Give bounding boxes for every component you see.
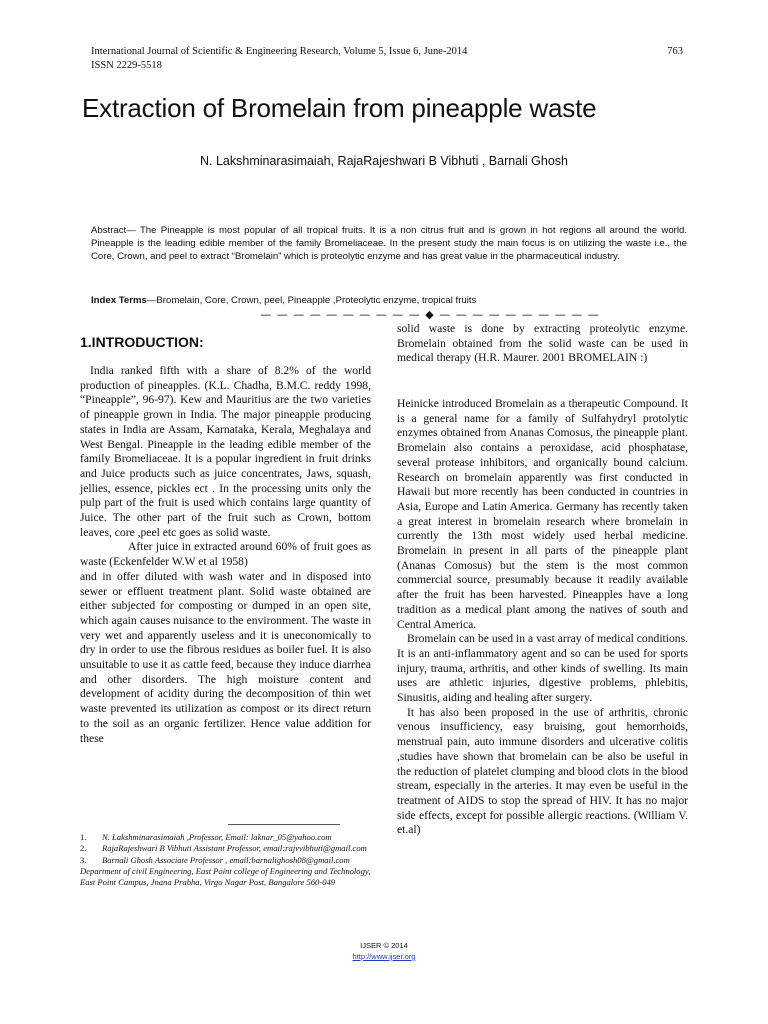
paper-title: Extraction of Bromelain from pineapple waste xyxy=(82,93,597,123)
index-terms-text: —Bromelain, Core, Crown, peel, Pineapple ,Proteolytic enzyme, tropical fruits xyxy=(146,295,477,306)
paragraph: It has also been proposed in the use of arthritis, chronic venous insufficiency, easy bruising, gout hemorrhoids, menstrual pain, auto immune disorders and ulcerative colitis ,studies have shown that bromelain can be also be useful in the reduction of platelet clumping and blood clots in the blood stream, especially in the arteries. It may even be useful in the treatment of AIDS to stop the spread of HIV. It has no major side effects, except for possible allergic reactions. (William V. et.al) xyxy=(397,705,688,837)
footnotes xyxy=(80,832,380,924)
paragraph: After juice in extracted around 60% of fruit goes as waste (Eckenfelder W.W et al 1958) xyxy=(80,540,371,569)
index-terms-label: Index Terms xyxy=(91,295,147,306)
paragraph: India ranked fifth with a share of 8.2% of the world production of pineapples. (K.L. Chadha, B.M.C. reddy 1998, “Pineapple”, 96-97). Kew and Mauritius are the two varieties of pineapple grown in India. The major pineapple producing states in India are Assam, Karnataka, Kerala, Meghalaya and West Bengal. Pineapple in the leading edible member of the family Bromeliaceae. It is a popular ingredient in fruit drinks and Juice products such as juice concentrates, Jaws, squash, jellies, essence, pickles ect . In the processing units only the pulp part of the fruit is used which contains large quantity of Juice. The other part of the fruit such as Crown, bottom leaves, core ,peel etc goes as solid waste. xyxy=(80,364,371,539)
section-heading-introduction: 1.INTRODUCTION: xyxy=(80,334,204,350)
page-number: 763 xyxy=(667,46,683,57)
left-column xyxy=(80,364,371,746)
paragraph: Heinicke introduced Bromelain as a therapeutic Compound. It is a general name for a family of Sulfahydryl protolytic enzymes obtained from Ananas Comosus, the pineapple plant. Bromelain also contains a peroxidase, acid phosphatase, several protease inhibitors, and organically bound calcium. Research on bromelain apparently was first conducted in Hawaii but more recently has been conducted in countries in Asia, Europe and Latin America. Germany has recently taken a great interest in bromelain research where bromelain in currently the 13th most widely used herbal medicine. Bromelain in present in all parts of the pineapple plant (Ananas Comosus) but the stem is the most common commercial source, presumably because it readily available after the fruit has been harvested. Pineapples have a long tradition as a medical plant among the natives of south and Central America. xyxy=(397,397,688,631)
index-terms xyxy=(91,294,687,307)
right-column-top xyxy=(397,322,688,366)
copyright: IJSER © 2014 xyxy=(360,941,408,950)
footnote: 2. RajaRajeshwari B Vibhuti Assistant Professor, email:rajvvibhuti@gmail.com xyxy=(80,843,367,854)
footnote: 1. N. Lakshminarasimaiah ,Professor, Email: laknar_05@yahoo.com xyxy=(80,832,332,842)
issn: ISSN 2229-5518 xyxy=(91,60,162,71)
journal-header: International Journal of Scientific & Engineering Research, Volume 5, Issue 6, June-2014 xyxy=(91,46,468,57)
paragraph: and in offer diluted with wash water and in disposed into sewer or effluent treatment plant. Solid waste obtained are either subjected for composting or dumped in an open site, which again causes nuisance to the environment. The waste in very wet and apparently useless and it is uneconomically to dry in order to use the fibrous residues as boiler fuel. It is also unsuitable to use it as cattle feed, because they induce diarrhea and other disorders. The high moisture content and development of acidity during the decomposition of thin wet waste prevented its utilization as compost or its direct return to the soil as an organic fertilizer. Hence value addition for these xyxy=(80,569,371,745)
paragraph: Bromelain can be used in a vast array of medical conditions. It is an anti-inflammatory agent and so can be used for sports injury, trauma, arthritis, and other kinds of swelling. Its main uses are athletic injuries, digestive problems, phlebitis, Sinusitis, aiding and healing after surgery. xyxy=(397,632,688,705)
authors: N. Lakshminarasimaiah, RajaRajeshwari B Vibhuti , Barnali Ghosh xyxy=(200,154,568,168)
footnote: 3. Barnali Ghosh Associate Professor , email:barnalighosh08@gmail.com xyxy=(80,854,350,865)
section-divider: — — — — — — — — — — ◆ — — — — — — — — — — xyxy=(260,308,600,321)
paragraph: solid waste is done by extracting proteolytic enzyme. Bromelain obtained from the solid waste can be used in medical therapy (H.R. Maurer. 2001 BROMELAIN :) xyxy=(397,322,688,365)
right-column xyxy=(397,397,688,838)
abstract: Abstract— The Pineapple is most popular of all tropical fruits. It is a non citrus fruit and is grown in hot regions all around the world. Pineapple is the leading edible member of the family Bromeliaceae. In the present study the main focus is on utilizing the waste i.e., the Core, Crown, and peel to extract “Bromelain” which is proteolytic enzyme and has great value in the pharmaceutical industry. xyxy=(91,225,687,263)
footnote-affiliation: Department of civil Engineering, East Point college of Engineering and Technology, East Point Campus, Jnana Prabha, Virgo Nagar Post, Bangalore 560-049 xyxy=(80,865,371,888)
footnote-divider xyxy=(228,824,340,825)
journal-url-link[interactable]: http://www.ijser.org xyxy=(352,952,416,961)
